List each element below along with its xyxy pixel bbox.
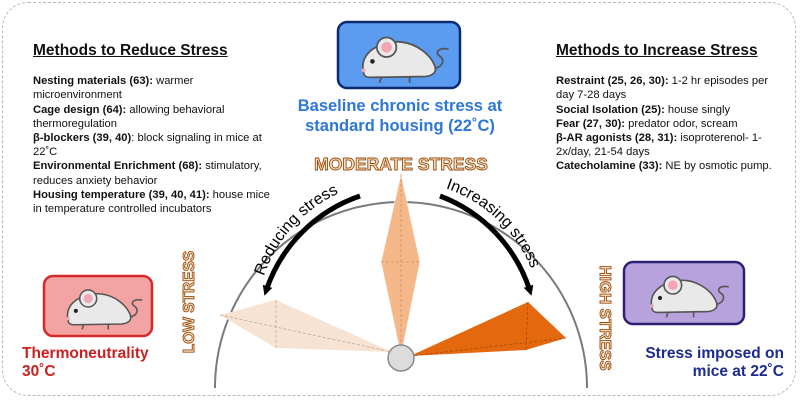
increase-item: Social Isolation (25): house singly [556,103,731,116]
reduce-item: Housing temperature (39, 40, 41): house mice in temperature controlled incubators [33,188,270,216]
baseline-caption [268,96,532,136]
increase-stress-heading: Methods to Increase Stress [556,42,758,59]
increase-item: Catecholamine (33): NE by osmotic pump. [556,160,772,173]
needle-low [220,300,392,352]
needle-high [410,302,566,356]
thermoneutrality-caption [22,345,149,381]
gauge-pivot-icon [388,345,414,371]
reduce-stress-heading: Methods to Reduce Stress [33,42,228,59]
needle-moderate [381,174,420,356]
reduce-item: β-blockers (39, 40): block signaling in mice at 22˚C [33,132,262,159]
stress-mouse-box [624,262,744,324]
reduce-item: Nesting materials (63): warmer microenvironment [33,75,194,102]
imposed-line-1: Stress imposed on [645,345,784,362]
increase-item: Fear (27, 30): predator odor, scream [556,117,738,130]
high-stress-label: HIGH STRESS [596,265,613,371]
stress-imposed-caption [624,345,784,381]
reduce-item: Environmental Enrichment (68): stimulatory, reduces anxiety behavior [33,160,262,187]
reduce-stress-panel [33,44,271,216]
baseline-line-1: Baseline chronic stress at [297,97,503,115]
imposed-line-2: mice at 22˚C [692,363,784,380]
increase-item: β-AR agonists (28, 31): isoproterenol- 1-2x/day, 21-54 days [556,132,762,159]
increasing-stress-label: Increasing stress [444,176,544,271]
reduce-item: Cage design (64): allowing behavioral thermoregulation [33,103,225,130]
reducing-stress-label: Reducing stress [251,181,341,278]
baseline-line-2: standard housing (22˚C) [305,117,495,135]
moderate-stress-label: MODERATE STRESS [314,154,488,174]
thermoneutral-mouse-box [44,276,152,336]
increase-item: Restraint (25, 26, 30): 1-2 hr episodes per day 7-28 days [556,75,769,102]
low-stress-label: LOW STRESS [181,250,198,354]
thermo-line-1: Thermoneutrality [22,345,149,362]
thermo-line-2: 30˚C [22,363,56,380]
increase-stress-panel [556,44,786,174]
baseline-mouse-box [338,22,460,88]
